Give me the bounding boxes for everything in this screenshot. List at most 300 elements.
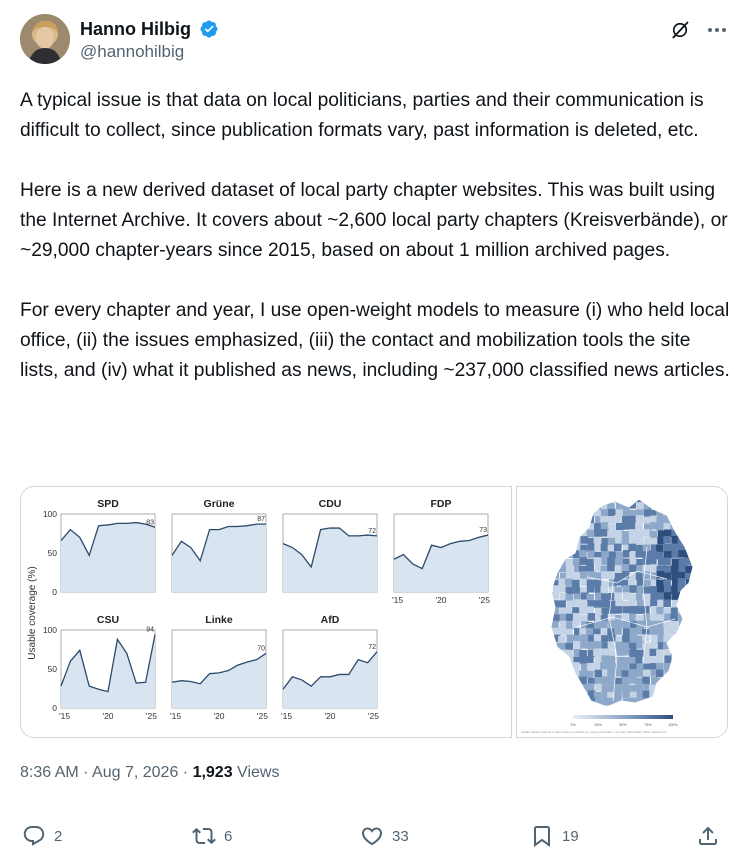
coverage-map bbox=[517, 487, 728, 738]
map-county-cell bbox=[658, 691, 666, 699]
map-county-cell bbox=[567, 531, 575, 539]
map-county-cell bbox=[616, 551, 624, 559]
map-county-cell bbox=[552, 509, 560, 517]
map-county-cell bbox=[559, 705, 567, 713]
chart-panel-grüne bbox=[172, 498, 266, 592]
map-county-cell bbox=[691, 615, 699, 623]
map-county-cell bbox=[545, 543, 553, 551]
map-county-cell bbox=[579, 557, 587, 565]
map-county-cell bbox=[552, 495, 560, 503]
chart-panel-title: FDP bbox=[430, 498, 452, 510]
grok-icon[interactable] bbox=[670, 20, 690, 40]
chart-x-tick-label: '25 bbox=[256, 711, 268, 721]
map-county-cell bbox=[607, 530, 615, 538]
map-county-cell bbox=[607, 656, 615, 664]
map-county-cell bbox=[594, 557, 602, 565]
map-county-cell bbox=[685, 606, 693, 614]
map-county-cell bbox=[552, 515, 560, 523]
chart-panel-title: Linke bbox=[205, 614, 233, 626]
map-county-cell bbox=[586, 564, 594, 572]
map-county-cell bbox=[691, 579, 699, 587]
map-county-cell bbox=[635, 530, 643, 538]
chart-y-tick-label: 100 bbox=[42, 509, 57, 519]
map-county-cell bbox=[544, 705, 552, 713]
map-county-cell bbox=[635, 656, 643, 664]
map-county-cell bbox=[614, 627, 622, 635]
map-county-cell bbox=[595, 496, 603, 504]
map-county-cell bbox=[553, 531, 561, 539]
map-county-cell bbox=[579, 606, 587, 614]
map-county-cell bbox=[552, 699, 560, 707]
map-county-cell bbox=[567, 678, 575, 686]
map-county-cell bbox=[629, 614, 637, 622]
map-county-cell bbox=[595, 677, 603, 685]
map-county-cell bbox=[664, 685, 672, 693]
map-county-cell bbox=[621, 705, 629, 713]
map-county-cell bbox=[678, 565, 686, 573]
avatar[interactable] bbox=[20, 14, 70, 64]
timestamp-time-date[interactable]: 8:36 AM · Aug 7, 2026 · bbox=[20, 764, 193, 781]
map-county-cell bbox=[679, 648, 687, 656]
map-county-cell bbox=[587, 502, 595, 510]
map-county-cell bbox=[678, 699, 686, 707]
map-county-cell bbox=[657, 585, 665, 593]
map-county-cell bbox=[671, 692, 679, 700]
map-county-cell bbox=[692, 621, 700, 629]
chart-end-label: 87 bbox=[257, 516, 265, 524]
map-county-cell bbox=[573, 587, 581, 595]
map-county-cell bbox=[546, 642, 554, 650]
map-county-cell bbox=[663, 494, 671, 502]
chart-panel-linke bbox=[170, 614, 268, 721]
chart-y-axis-label: Usable coverage (%) bbox=[27, 566, 38, 660]
map-county-cell bbox=[671, 566, 679, 574]
map-county-cell bbox=[693, 586, 701, 594]
map-county-cell bbox=[593, 649, 601, 657]
media-image-map[interactable] bbox=[516, 486, 728, 738]
map-county-cell bbox=[573, 706, 581, 714]
map-county-cell bbox=[566, 543, 574, 551]
map-county-cell bbox=[685, 629, 693, 637]
map-county-cell bbox=[573, 683, 581, 691]
map-county-cell bbox=[622, 564, 630, 572]
map-county-cell bbox=[649, 538, 657, 546]
map-county-cell bbox=[672, 558, 680, 566]
map-county-cell bbox=[545, 551, 553, 559]
map-county-cell bbox=[629, 564, 637, 572]
map-county-cell bbox=[551, 551, 559, 559]
reply-button[interactable] bbox=[22, 818, 62, 854]
map-county-cell bbox=[650, 642, 658, 650]
map-county-cell bbox=[663, 558, 671, 566]
map-county-cell bbox=[685, 509, 693, 517]
map-county-cell bbox=[600, 662, 608, 670]
map-county-cell bbox=[670, 502, 678, 510]
map-county-cell bbox=[559, 678, 567, 686]
map-county-cell bbox=[686, 593, 694, 601]
map-county-cell bbox=[614, 592, 622, 600]
map-county-cell bbox=[628, 578, 636, 586]
map-county-cell bbox=[553, 705, 561, 713]
map-county-cell bbox=[684, 677, 692, 685]
map-county-cell bbox=[580, 615, 588, 623]
map-county-cell bbox=[615, 559, 623, 567]
map-county-cell bbox=[636, 669, 644, 677]
map-county-cell bbox=[678, 655, 686, 663]
map-county-cell bbox=[692, 558, 700, 566]
map-county-cell bbox=[684, 515, 692, 523]
map-county-cell bbox=[573, 516, 581, 524]
action-bar bbox=[22, 818, 726, 854]
map-county-cell bbox=[650, 531, 658, 539]
map-county-cell bbox=[558, 531, 566, 539]
map-county-cell bbox=[601, 544, 609, 552]
map-county-cell bbox=[656, 670, 664, 678]
map-county-cell bbox=[573, 641, 581, 649]
chart-x-tick-label: '15 bbox=[281, 711, 293, 721]
chart-x-tick-label: '15 bbox=[392, 595, 404, 605]
map-county-cell bbox=[664, 509, 672, 517]
share-icon bbox=[696, 824, 720, 848]
like-button[interactable] bbox=[360, 818, 409, 854]
map-county-cell bbox=[572, 495, 580, 503]
map-legend-bar bbox=[573, 715, 673, 719]
map-county-cell bbox=[664, 551, 672, 559]
map-county-cell bbox=[588, 543, 596, 551]
map-county-cell bbox=[552, 663, 560, 671]
repost-button[interactable] bbox=[192, 818, 232, 854]
map-county-cell bbox=[567, 635, 575, 643]
map-county-cell bbox=[671, 676, 679, 684]
map-county-cell bbox=[679, 663, 687, 671]
map-county-cell bbox=[544, 669, 552, 677]
map-county-cell bbox=[579, 550, 587, 558]
map-legend-tick-label: 0% bbox=[570, 723, 576, 727]
map-county-cell bbox=[691, 628, 699, 636]
map-county-cell bbox=[566, 496, 574, 504]
map-county-cell bbox=[544, 592, 552, 600]
map-legend-tick-label: 75% bbox=[644, 723, 652, 727]
map-county-cell bbox=[672, 516, 680, 524]
map-county-cell bbox=[614, 578, 622, 586]
map-county-cell bbox=[601, 509, 609, 517]
map-county-cell bbox=[622, 522, 630, 530]
repost-icon bbox=[192, 824, 216, 848]
map-county-cell bbox=[551, 557, 559, 565]
map-county-cell bbox=[559, 523, 567, 531]
map-county-cell bbox=[566, 670, 574, 678]
map-county-cell bbox=[678, 669, 686, 677]
map-county-cell bbox=[607, 557, 615, 565]
map-county-cell bbox=[573, 698, 581, 706]
map-county-cell bbox=[693, 635, 701, 643]
map-county-cell bbox=[545, 523, 553, 531]
map-county-cell bbox=[692, 537, 700, 545]
map-county-cell bbox=[692, 607, 700, 615]
map-county-cell bbox=[546, 599, 554, 607]
map-county-cell bbox=[685, 649, 693, 657]
map-county-cell bbox=[692, 697, 700, 705]
map-county-cell bbox=[692, 522, 700, 530]
map-county-cell bbox=[664, 585, 672, 593]
map-county-cell bbox=[685, 523, 693, 531]
chart-end-label: 73 bbox=[479, 527, 487, 535]
map-county-cell bbox=[558, 600, 566, 608]
tweet-paragraph: For every chapter and year, I use open-weight models to measure (i) who held local office, (ii) the issues emphasized, (iii) the contact and mobilization tools the site lists, and (iv) what it published as news, including ~237,000 classified news articles. bbox=[20, 300, 735, 381]
map-county-cell bbox=[644, 494, 652, 502]
map-county-cell bbox=[545, 698, 553, 706]
map-county-cell bbox=[663, 600, 671, 608]
map-county-cell bbox=[545, 530, 553, 538]
bookmark-count: 19 bbox=[562, 827, 579, 845]
map-county-cell bbox=[684, 537, 692, 545]
map-caption: Usable chapter-years as a share of the 11 possible per county (six parties × 11 years). Boundaries: BKG, dl-de/by-2-0 bbox=[521, 730, 667, 734]
map-county-cell bbox=[616, 648, 624, 656]
map-county-cell bbox=[586, 671, 594, 679]
chart-x-tick-label: '20 bbox=[324, 711, 336, 721]
map-county-cell bbox=[601, 522, 609, 530]
map-county-cell bbox=[685, 656, 693, 664]
map-county-cell bbox=[559, 545, 567, 553]
chart-x-tick-label: '25 bbox=[367, 711, 379, 721]
map-county-cell bbox=[565, 643, 573, 651]
map-county-cell bbox=[594, 600, 602, 608]
map-county-cell bbox=[657, 592, 665, 600]
map-county-cell bbox=[622, 690, 630, 698]
map-county-cell bbox=[545, 578, 553, 586]
map-county-cell bbox=[656, 699, 664, 707]
like-count: 33 bbox=[392, 827, 409, 845]
map-county-cell bbox=[692, 496, 700, 504]
map-county-cell bbox=[560, 509, 568, 517]
map-county-cell bbox=[649, 705, 657, 713]
map-county-cell bbox=[691, 530, 699, 538]
map-county-cell bbox=[615, 600, 623, 608]
map-county-cell bbox=[544, 587, 552, 595]
map-county-cell bbox=[650, 649, 658, 657]
map-county-cell bbox=[636, 502, 644, 510]
map-county-cell bbox=[544, 537, 552, 545]
map-county-cell bbox=[685, 642, 693, 650]
map-county-cell bbox=[560, 670, 568, 678]
map-county-cell bbox=[593, 706, 601, 714]
map-county-cell bbox=[559, 690, 567, 698]
map-county-cell bbox=[684, 671, 692, 679]
map-county-cell bbox=[635, 606, 643, 614]
map-county-cell bbox=[566, 692, 574, 700]
map-county-cell bbox=[658, 705, 666, 713]
chart-panel-title: CDU bbox=[318, 498, 342, 510]
map-county-cell bbox=[594, 537, 602, 545]
map-county-cell bbox=[574, 691, 582, 699]
map-county-cell bbox=[692, 517, 700, 525]
map-county-cell bbox=[580, 494, 588, 502]
map-county-cell bbox=[560, 503, 568, 511]
map-county-cell bbox=[565, 594, 573, 602]
map-county-cell bbox=[544, 615, 552, 623]
map-county-cell bbox=[546, 566, 554, 574]
map-county-cell bbox=[581, 536, 589, 544]
map-county-cell bbox=[622, 585, 630, 593]
map-county-cell bbox=[685, 685, 693, 693]
map-county-cell bbox=[677, 684, 685, 692]
map-county-cell bbox=[544, 509, 552, 517]
map-county-cell bbox=[566, 510, 574, 518]
map-county-cell bbox=[614, 544, 622, 552]
map-county-cell bbox=[601, 635, 609, 643]
map-county-cell bbox=[580, 502, 588, 510]
repost-count: 6 bbox=[224, 827, 233, 845]
map-county-cell bbox=[558, 628, 566, 636]
map-county-cell bbox=[579, 656, 587, 664]
map-county-cell bbox=[579, 600, 587, 608]
map-county-cell bbox=[643, 517, 651, 525]
map-county-cell bbox=[678, 585, 686, 593]
map-county-cell bbox=[560, 551, 568, 559]
map-county-cell bbox=[565, 697, 573, 705]
chart-y-tick-label: 100 bbox=[42, 625, 57, 635]
map-county-cell bbox=[677, 691, 685, 699]
tweet-media bbox=[20, 486, 728, 738]
map-county-cell bbox=[588, 613, 596, 621]
map-county-cell bbox=[671, 699, 679, 707]
map-county-cell bbox=[664, 573, 672, 581]
map-county-cell bbox=[559, 536, 567, 544]
tweet-paragraph: A typical issue is that data on local politicians, parties and their communication is difficult to collect, since publication formats vary, past information is deleted, etc. bbox=[20, 90, 709, 141]
chart-y-tick-label: 0 bbox=[52, 587, 57, 597]
map-county-cell bbox=[551, 670, 559, 678]
map-county-cell bbox=[587, 550, 595, 558]
bookmark-button[interactable] bbox=[530, 818, 579, 854]
map-county-cell bbox=[664, 670, 672, 678]
media-image-chart[interactable] bbox=[20, 486, 512, 738]
map-county-cell bbox=[670, 642, 678, 650]
tweet-paragraph: Here is a new derived dataset of local party chapter websites. This was built using the Internet Archive. It covers about ~2,600 local party chapters (Kreisverbände), or ~29,000 chapter-years since 2015, based on about 1 million archived pages. bbox=[20, 180, 733, 261]
map-county-cell bbox=[587, 705, 595, 713]
map-county-cell bbox=[663, 536, 671, 544]
map-county-cell bbox=[622, 494, 630, 502]
map-county-cell bbox=[685, 635, 693, 643]
map-county-cell bbox=[636, 683, 644, 691]
author-handle[interactable]: @hannohilbig bbox=[80, 42, 185, 61]
map-county-cell bbox=[686, 622, 694, 630]
map-county-cell bbox=[692, 599, 700, 607]
map-county-cell bbox=[616, 705, 624, 713]
map-county-cell bbox=[594, 670, 602, 678]
map-county-cell bbox=[545, 502, 553, 510]
chart-x-tick-label: '20 bbox=[213, 711, 225, 721]
map-county-cell bbox=[559, 621, 567, 629]
map-county-cell bbox=[692, 593, 700, 601]
map-county-cell bbox=[558, 585, 566, 593]
map-county-cell bbox=[692, 551, 700, 559]
chart-y-tick-label: 50 bbox=[47, 664, 57, 674]
map-county-cell bbox=[544, 628, 552, 636]
map-county-cell bbox=[615, 621, 623, 629]
map-county-cell bbox=[600, 621, 608, 629]
map-county-cell bbox=[594, 529, 602, 537]
map-county-cell bbox=[601, 648, 609, 656]
map-county-cell bbox=[546, 685, 554, 693]
chart-end-label: 83 bbox=[146, 519, 154, 527]
map-county-cell bbox=[573, 523, 581, 531]
map-county-cell bbox=[643, 669, 651, 677]
map-county-cell bbox=[678, 578, 686, 586]
map-county-cell bbox=[560, 663, 568, 671]
map-county-cell bbox=[567, 600, 575, 608]
map-county-cell bbox=[649, 558, 657, 566]
chart-panel-fdp bbox=[392, 498, 490, 605]
map-county-cell bbox=[622, 537, 630, 545]
map-county-cell bbox=[587, 530, 595, 538]
map-county-cell bbox=[636, 515, 644, 523]
map-county-cell bbox=[679, 516, 687, 524]
map-county-cell bbox=[656, 545, 664, 553]
bookmark-icon bbox=[530, 824, 554, 848]
map-county-cell bbox=[664, 592, 672, 600]
tweet-header bbox=[20, 14, 728, 66]
author-display-name[interactable]: Hanno Hilbig bbox=[80, 19, 191, 39]
map-county-cell bbox=[677, 502, 685, 510]
map-county-cell bbox=[566, 565, 574, 573]
map-county-cell bbox=[566, 572, 574, 580]
map-county-cell bbox=[656, 502, 664, 510]
map-county-cell bbox=[686, 530, 694, 538]
map-county-cell bbox=[614, 515, 622, 523]
map-county-cell bbox=[692, 670, 700, 678]
chart-panel-title: SPD bbox=[97, 498, 119, 510]
map-county-cell bbox=[601, 571, 609, 579]
map-county-cell bbox=[657, 496, 665, 504]
map-county-cell bbox=[656, 678, 664, 686]
map-county-cell bbox=[580, 571, 588, 579]
map-county-cell bbox=[629, 599, 637, 607]
chart-x-tick-label: '25 bbox=[145, 711, 157, 721]
map-county-cell bbox=[644, 579, 652, 587]
map-county-cell bbox=[573, 509, 581, 517]
views-label: Views bbox=[232, 764, 280, 781]
map-county-cell bbox=[580, 529, 588, 537]
map-county-cell bbox=[600, 586, 608, 594]
map-county-cell bbox=[684, 698, 692, 706]
map-county-cell bbox=[693, 683, 701, 691]
map-county-cell bbox=[685, 495, 693, 503]
reply-count: 2 bbox=[54, 827, 63, 845]
map-county-cell bbox=[623, 628, 631, 636]
map-county-cell bbox=[650, 613, 658, 621]
map-county-cell bbox=[684, 662, 692, 670]
chart-end-label: 72 bbox=[368, 643, 376, 651]
map-county-cell bbox=[565, 523, 573, 531]
map-county-cell bbox=[580, 641, 588, 649]
map-county-cell bbox=[636, 573, 644, 581]
map-county-cell bbox=[628, 669, 636, 677]
map-county-cell bbox=[545, 607, 553, 615]
map-county-cell bbox=[558, 578, 566, 586]
map-county-cell bbox=[546, 649, 554, 657]
map-county-cell bbox=[567, 683, 575, 691]
map-county-cell bbox=[580, 516, 588, 524]
map-county-cell bbox=[629, 685, 637, 693]
more-icon[interactable] bbox=[706, 20, 728, 40]
share-button[interactable] bbox=[696, 818, 720, 854]
map-legend-tick-label: 25% bbox=[594, 723, 602, 727]
map-county-cell bbox=[552, 600, 560, 608]
map-county-cell bbox=[553, 523, 561, 531]
map-county-cell bbox=[677, 635, 685, 643]
map-county-cell bbox=[685, 503, 693, 511]
chart-end-label: 94 bbox=[146, 626, 154, 634]
